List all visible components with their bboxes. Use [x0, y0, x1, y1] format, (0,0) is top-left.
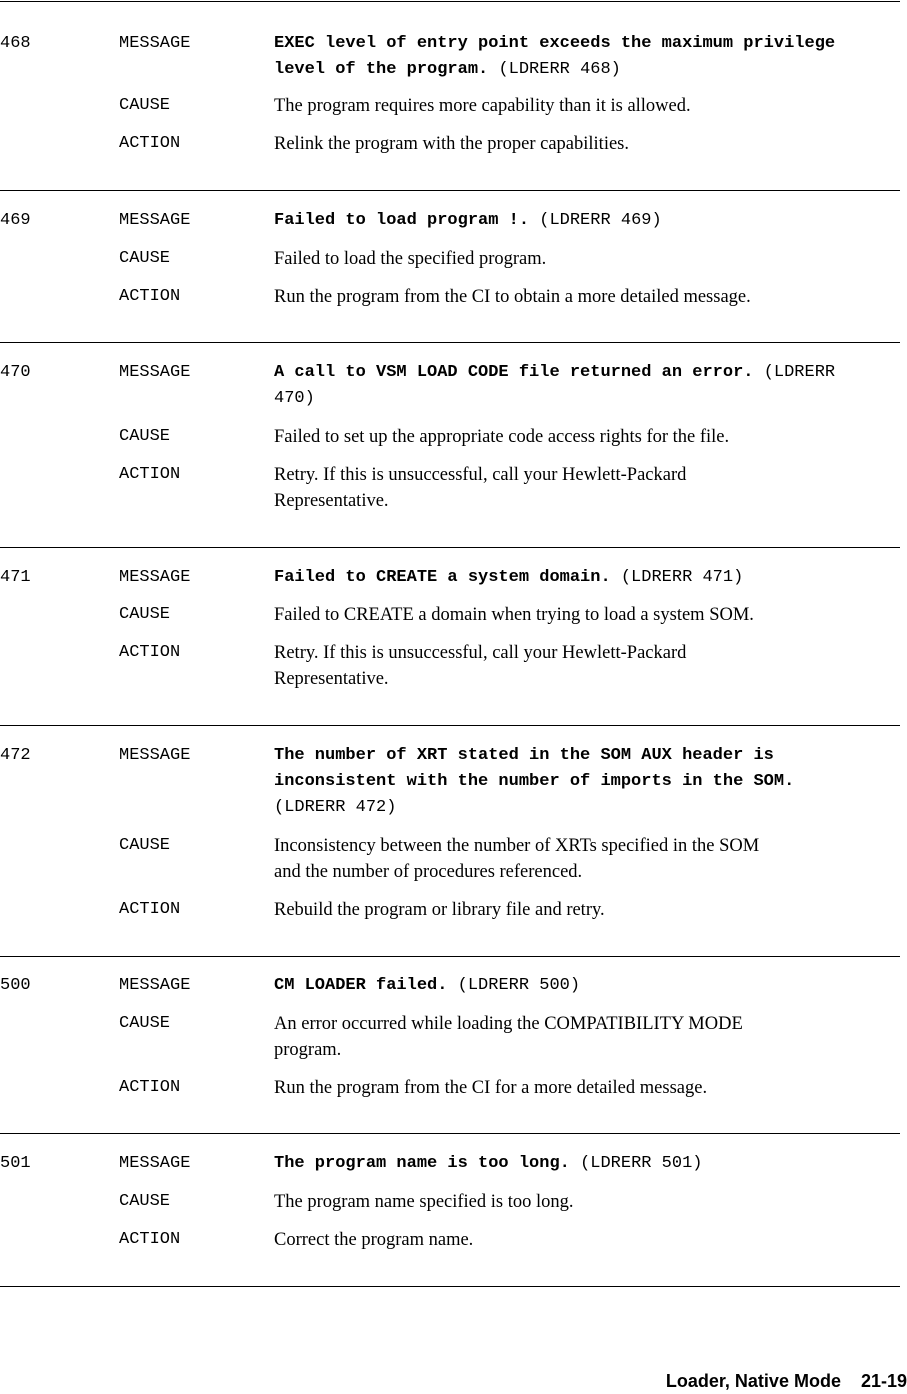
error-code: 501	[0, 1154, 31, 1173]
page-number: 21-19	[860, 1371, 907, 1391]
message-text: The program name is too long. (LDRERR 501)	[274, 1154, 703, 1173]
action-label: ACTION	[119, 1230, 181, 1249]
message-text: EXEC level of entry point exceeds the maximum privilege level of the program. (LDRERR 468)	[274, 34, 836, 79]
message-label: MESSAGE	[119, 976, 191, 995]
cause-label: CAUSE	[119, 1192, 171, 1211]
divider	[0, 1, 900, 2]
divider	[0, 547, 900, 548]
action-text: Relink the program with the proper capabilities.	[274, 134, 629, 154]
action-text: Retry. If this is unsuccessful, call your Hewlett-Packard Representative.	[274, 643, 687, 689]
action-label: ACTION	[119, 465, 181, 484]
message-label: MESSAGE	[119, 363, 191, 382]
error-reference: (LDRERR 501)	[580, 1154, 703, 1173]
cause-text: The program name specified is too long.	[274, 1192, 574, 1212]
action-text: Run the program from the CI to obtain a more detailed message.	[274, 287, 751, 307]
error-reference: (LDRERR 472)	[274, 798, 397, 817]
message-text: Failed to CREATE a system domain. (LDRERR 471)	[274, 568, 744, 587]
cause-label: CAUSE	[119, 249, 171, 268]
cause-label: CAUSE	[119, 1014, 171, 1033]
error-reference: (LDRERR 469)	[539, 211, 662, 230]
action-label: ACTION	[119, 1078, 181, 1097]
message-label: MESSAGE	[119, 568, 191, 587]
message-text: The number of XRT stated in the SOM AUX header is inconsistent with the number of imports in the SOM. (LDRERR 472)	[274, 746, 795, 817]
action-text: Rebuild the program or library file and retry.	[274, 900, 605, 920]
cause-label: CAUSE	[119, 96, 171, 115]
divider	[0, 956, 900, 957]
error-code: 471	[0, 568, 31, 587]
page-footer	[666, 1368, 907, 1394]
message-text: A call to VSM LOAD CODE file returned an error. (LDRERR 470)	[274, 363, 836, 408]
error-reference: (LDRERR 471)	[620, 568, 744, 587]
message-label: MESSAGE	[119, 34, 191, 53]
divider	[0, 1286, 900, 1287]
error-code: 468	[0, 34, 31, 53]
footer-section-title: Loader, Native Mode	[665, 1371, 841, 1391]
action-text: Correct the program name.	[274, 1230, 474, 1250]
error-code: 469	[0, 211, 31, 230]
divider	[0, 725, 900, 726]
cause-text: Failed to set up the appropriate code access rights for the file.	[274, 427, 730, 447]
cause-text: The program requires more capability than it is allowed.	[274, 96, 691, 116]
error-code: 472	[0, 746, 31, 765]
message-text: CM LOADER failed. (LDRERR 500)	[274, 976, 581, 995]
cause-label: CAUSE	[119, 605, 171, 624]
divider	[0, 190, 900, 191]
error-reference: (LDRERR 500)	[457, 976, 581, 995]
cause-text: Failed to CREATE a domain when trying to load a system SOM.	[274, 605, 754, 625]
action-label: ACTION	[119, 134, 181, 153]
divider	[0, 342, 900, 343]
cause-text: Inconsistency between the number of XRTs specified in the SOM and the number of procedures referenced.	[274, 836, 760, 882]
message-label: MESSAGE	[119, 211, 191, 230]
error-code: 500	[0, 976, 31, 995]
message-text: Failed to load program !. (LDRERR 469)	[274, 211, 662, 230]
divider	[0, 1133, 900, 1134]
cause-label: CAUSE	[119, 427, 171, 446]
action-label: ACTION	[119, 643, 181, 662]
cause-text: Failed to load the specified program.	[274, 249, 547, 269]
action-text: Retry. If this is unsuccessful, call your Hewlett-Packard Representative.	[274, 465, 687, 511]
action-label: ACTION	[119, 287, 181, 306]
action-label: ACTION	[119, 900, 181, 919]
message-label: MESSAGE	[119, 1154, 191, 1173]
error-code: 470	[0, 363, 31, 382]
action-text: Run the program from the CI for a more detailed message.	[274, 1078, 708, 1098]
message-label: MESSAGE	[119, 746, 191, 765]
error-reference: (LDRERR 468)	[498, 60, 621, 79]
cause-label: CAUSE	[119, 836, 171, 855]
error-reference: (LDRERR 470)	[274, 363, 836, 408]
cause-text: An error occurred while loading the COMPATIBILITY MODE program.	[274, 1014, 743, 1060]
